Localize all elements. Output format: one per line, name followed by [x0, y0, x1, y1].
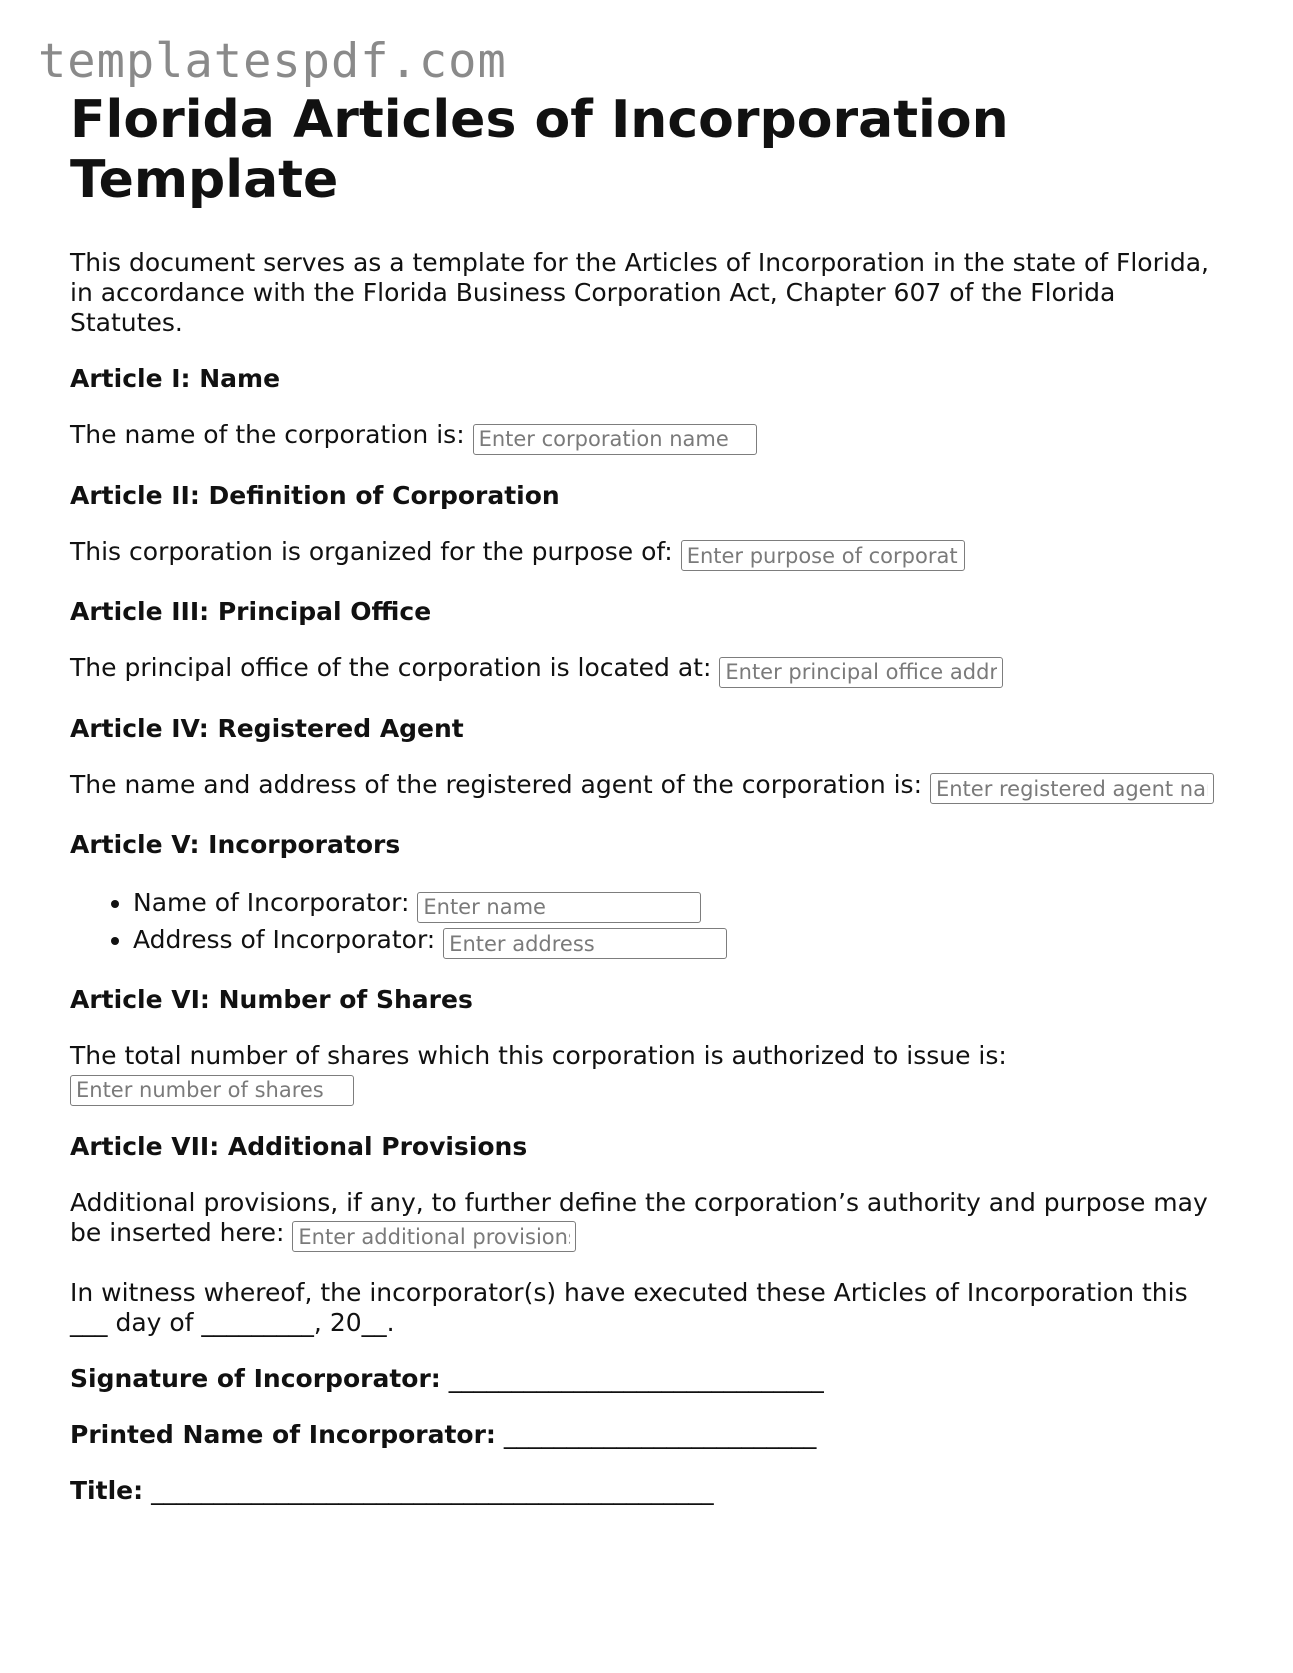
- watermark: templatespdf.com: [38, 34, 507, 89]
- article-7-paragraph: [70, 1188, 1230, 1253]
- incorporator-address-label: Address of Incorporator:: [133, 924, 436, 954]
- signature-blank: ______________________________: [448, 1364, 824, 1393]
- article-2-text: This corporation is organized for the purpose of:: [70, 536, 673, 566]
- corporation-purpose-input[interactable]: [681, 540, 965, 571]
- additional-provisions-input[interactable]: [292, 1221, 576, 1252]
- article-7-heading: Article VII: Additional Provisions: [70, 1131, 528, 1161]
- incorporator-name-label: Name of Incorporator:: [133, 888, 410, 917]
- document-body: [70, 90, 1230, 1532]
- number-of-shares-input[interactable]: [70, 1075, 354, 1106]
- article-6-text: The total number of shares which this corporation is authorized to issue is:: [70, 1041, 1007, 1070]
- incorporator-address-input[interactable]: [443, 928, 727, 959]
- article-6-paragraph: [70, 1041, 1230, 1106]
- printed-name-label: Printed Name of Incorporator:: [70, 1420, 496, 1449]
- article-1-text: The name of the corporation is:: [70, 420, 465, 449]
- article-3-text: The principal office of the corporation is located at:: [70, 653, 712, 682]
- article-6-heading: Article VI: Number of Shares: [70, 985, 473, 1014]
- title-line: [70, 1476, 1230, 1506]
- article-3-heading: Article III: Principal Office: [70, 597, 432, 626]
- article-4-paragraph: [70, 770, 1230, 805]
- incorporator-name-input[interactable]: [417, 892, 701, 923]
- signature-label: Signature of Incorporator:: [70, 1364, 441, 1393]
- article-2-heading: Article II: Definition of Corporation: [70, 480, 560, 510]
- article-1-heading: Article I: Name: [70, 364, 281, 393]
- title-label: Title:: [70, 1476, 144, 1505]
- title-blank: _____________________________________________: [151, 1476, 714, 1505]
- signature-line: [70, 1364, 1230, 1394]
- registered-agent-input[interactable]: [930, 773, 1214, 804]
- article-4-heading: Article IV: Registered Agent: [70, 713, 464, 743]
- intro-paragraph: This document serves as a template for the Articles of Incorporation in the state of Florida, in accordance with the Florida Business Corporation Act, Chapter 607 of the Florida Statutes.: [70, 248, 1209, 337]
- article-3-paragraph: [70, 653, 1230, 688]
- list-item: [133, 923, 1230, 960]
- incorporators-list: [70, 886, 1230, 959]
- article-1-paragraph: [70, 420, 1230, 455]
- principal-office-input[interactable]: [719, 657, 1003, 688]
- article-5-heading: Article V: Incorporators: [70, 830, 401, 859]
- witness-paragraph: In witness whereof, the incorporator(s) have executed these Articles of Incorporation this ___ day of _________, 20__.: [70, 1278, 1188, 1337]
- printed-name-line: [70, 1420, 1230, 1450]
- list-item: [133, 886, 1230, 923]
- article-7-text: Additional provisions, if any, to further define the corporation’s authority and purpose may be inserted here:: [70, 1187, 1208, 1247]
- article-4-text: The name and address of the registered agent of the corporation is:: [70, 769, 923, 799]
- page-title: Florida Articles of Incorporation Template: [70, 90, 1009, 210]
- corporation-name-input[interactable]: [473, 424, 757, 455]
- article-2-paragraph: [70, 537, 1230, 572]
- printed-name-blank: _________________________: [503, 1420, 817, 1449]
